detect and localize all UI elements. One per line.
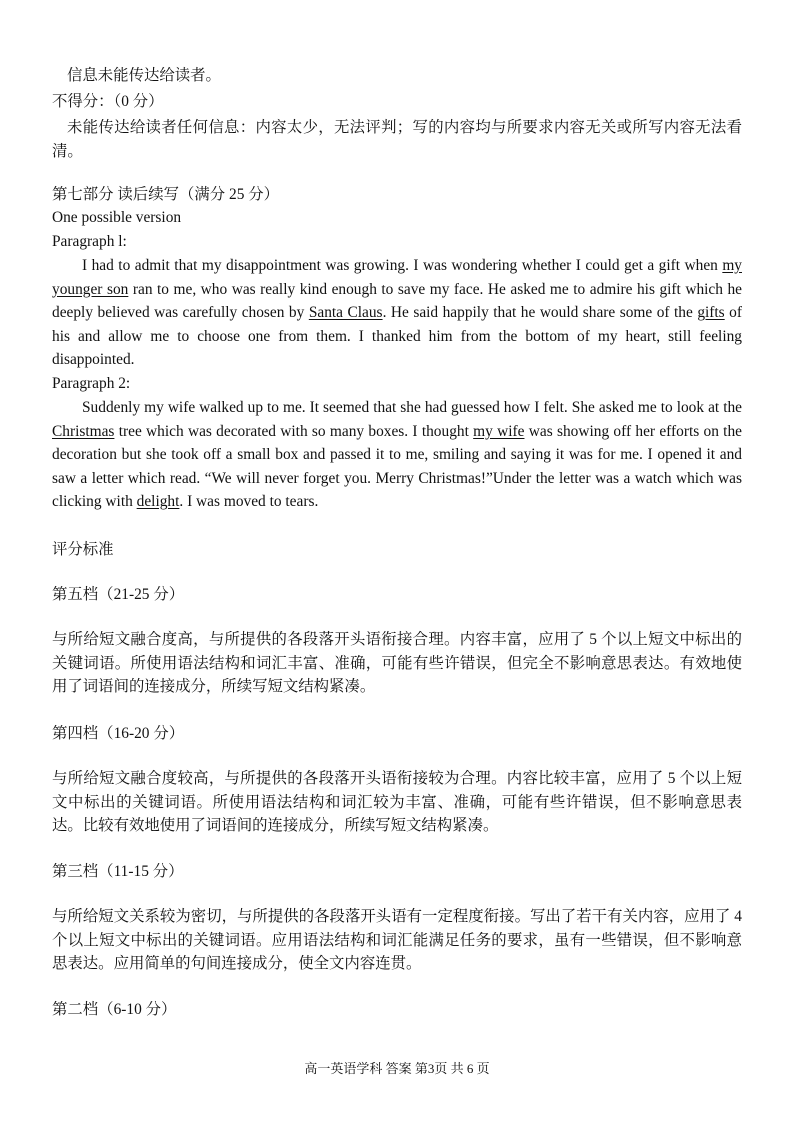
p1-text-part: . He said happily that he would share some of the xyxy=(382,304,698,321)
zero-score-heading: 不得分：（0 分） xyxy=(52,93,164,110)
p2-text-part: tree which was decorated with so many boxes. I thought xyxy=(114,422,474,440)
part7-heading: 第七部分 读后续写（满分 25 分） xyxy=(52,186,280,203)
keyword-my-wife: my wife xyxy=(473,422,525,440)
page-footer: 高一英语学科 答案 第3页 共 6 页 xyxy=(304,1061,490,1076)
p1-text-part: of his and allow me to choose one from them. I thanked him from the bottom of my heart, still feeling disappointed. xyxy=(52,304,742,368)
level4-description: 与所给短文融合度较高，与所提供的各段落开头语衔接较为合理。内容比较丰富，应用了 5 个以上短文中标出的关键词语。所使用语法结构和词汇较为丰富、准确，可能有些许错误，但不影响意思表达。比较有效地使用了词语间的连接成分，所续写短文结构紧凑。 xyxy=(52,770,742,834)
level3-title: 第三档（11-15 分） xyxy=(52,863,184,880)
keyword-my-younger-son: my younger son xyxy=(52,257,742,298)
level5-title: 第五档（21-25 分） xyxy=(52,586,185,603)
keyword-delight: delight xyxy=(136,493,180,510)
level4-title: 第四档（16-20 分） xyxy=(52,725,185,742)
zero-score-description: 未能传达给读者任何信息：内容太少，无法评判；写的内容均与所要求内容无关或所写内容无法看清。 xyxy=(52,119,742,160)
paragraph2-text xyxy=(52,396,742,514)
level2-title: 第二档（6-10 分） xyxy=(52,1001,177,1018)
keyword-christmas: Christmas xyxy=(52,422,115,440)
paragraph2-label: Paragraph 2: xyxy=(52,375,131,392)
version-label: One possible version xyxy=(52,209,182,226)
p2-text-part: was showing off her efforts on the decoration but she took off a small box and passed it to me, smiling and saying it was for me. I opened it and saw a letter which read. “We will never forget you. Merry Christmas!”Under the letter was a watch which was clicking with xyxy=(52,422,742,510)
keyword-gifts: gifts xyxy=(697,304,725,321)
p1-text-part: ran to me, who was really kind enough to save my face. He asked me to admire his gift which he deeply believed was carefully chosen by xyxy=(52,280,742,321)
scoring-heading: 评分标准 xyxy=(52,541,114,558)
level3-description: 与所给短文关系较为密切，与所提供的各段落开头语有一定程度衔接。写出了若干有关内容，应用了 4 个以上短文中标出的关键词语。应用语法结构和词汇能满足任务的要求，虽有一些错误，但不影响意思表达。应用简单的句间连接成分，使全文内容连贯。 xyxy=(52,908,742,972)
p2-text-part: . I was moved to tears. xyxy=(179,493,319,510)
keyword-santa-claus: Santa Claus xyxy=(308,304,383,321)
level5-description: 与所给短文融合度高，与所提供的各段落开头语衔接合理。内容丰富，应用了 5 个以上短文中标出的关键词语。所使用语法结构和词汇丰富、准确，可能有些许错误，但完全不影响意思表达。有效地使用了词语间的连接成分，所续写短文结构紧凑。 xyxy=(52,631,742,695)
p1-text-part: I had to admit that my disappointment was growing. I was wondering whether I could get a gift when xyxy=(82,257,723,274)
paragraph1-text xyxy=(52,254,742,372)
p2-text-part: Suddenly my wife walked up to me. It seemed that she had guessed how I felt. She asked me to look at the xyxy=(82,399,742,416)
intro-line: 信息未能传达给读者。 xyxy=(67,67,221,84)
paragraph1-label: Paragraph l: xyxy=(52,233,127,250)
